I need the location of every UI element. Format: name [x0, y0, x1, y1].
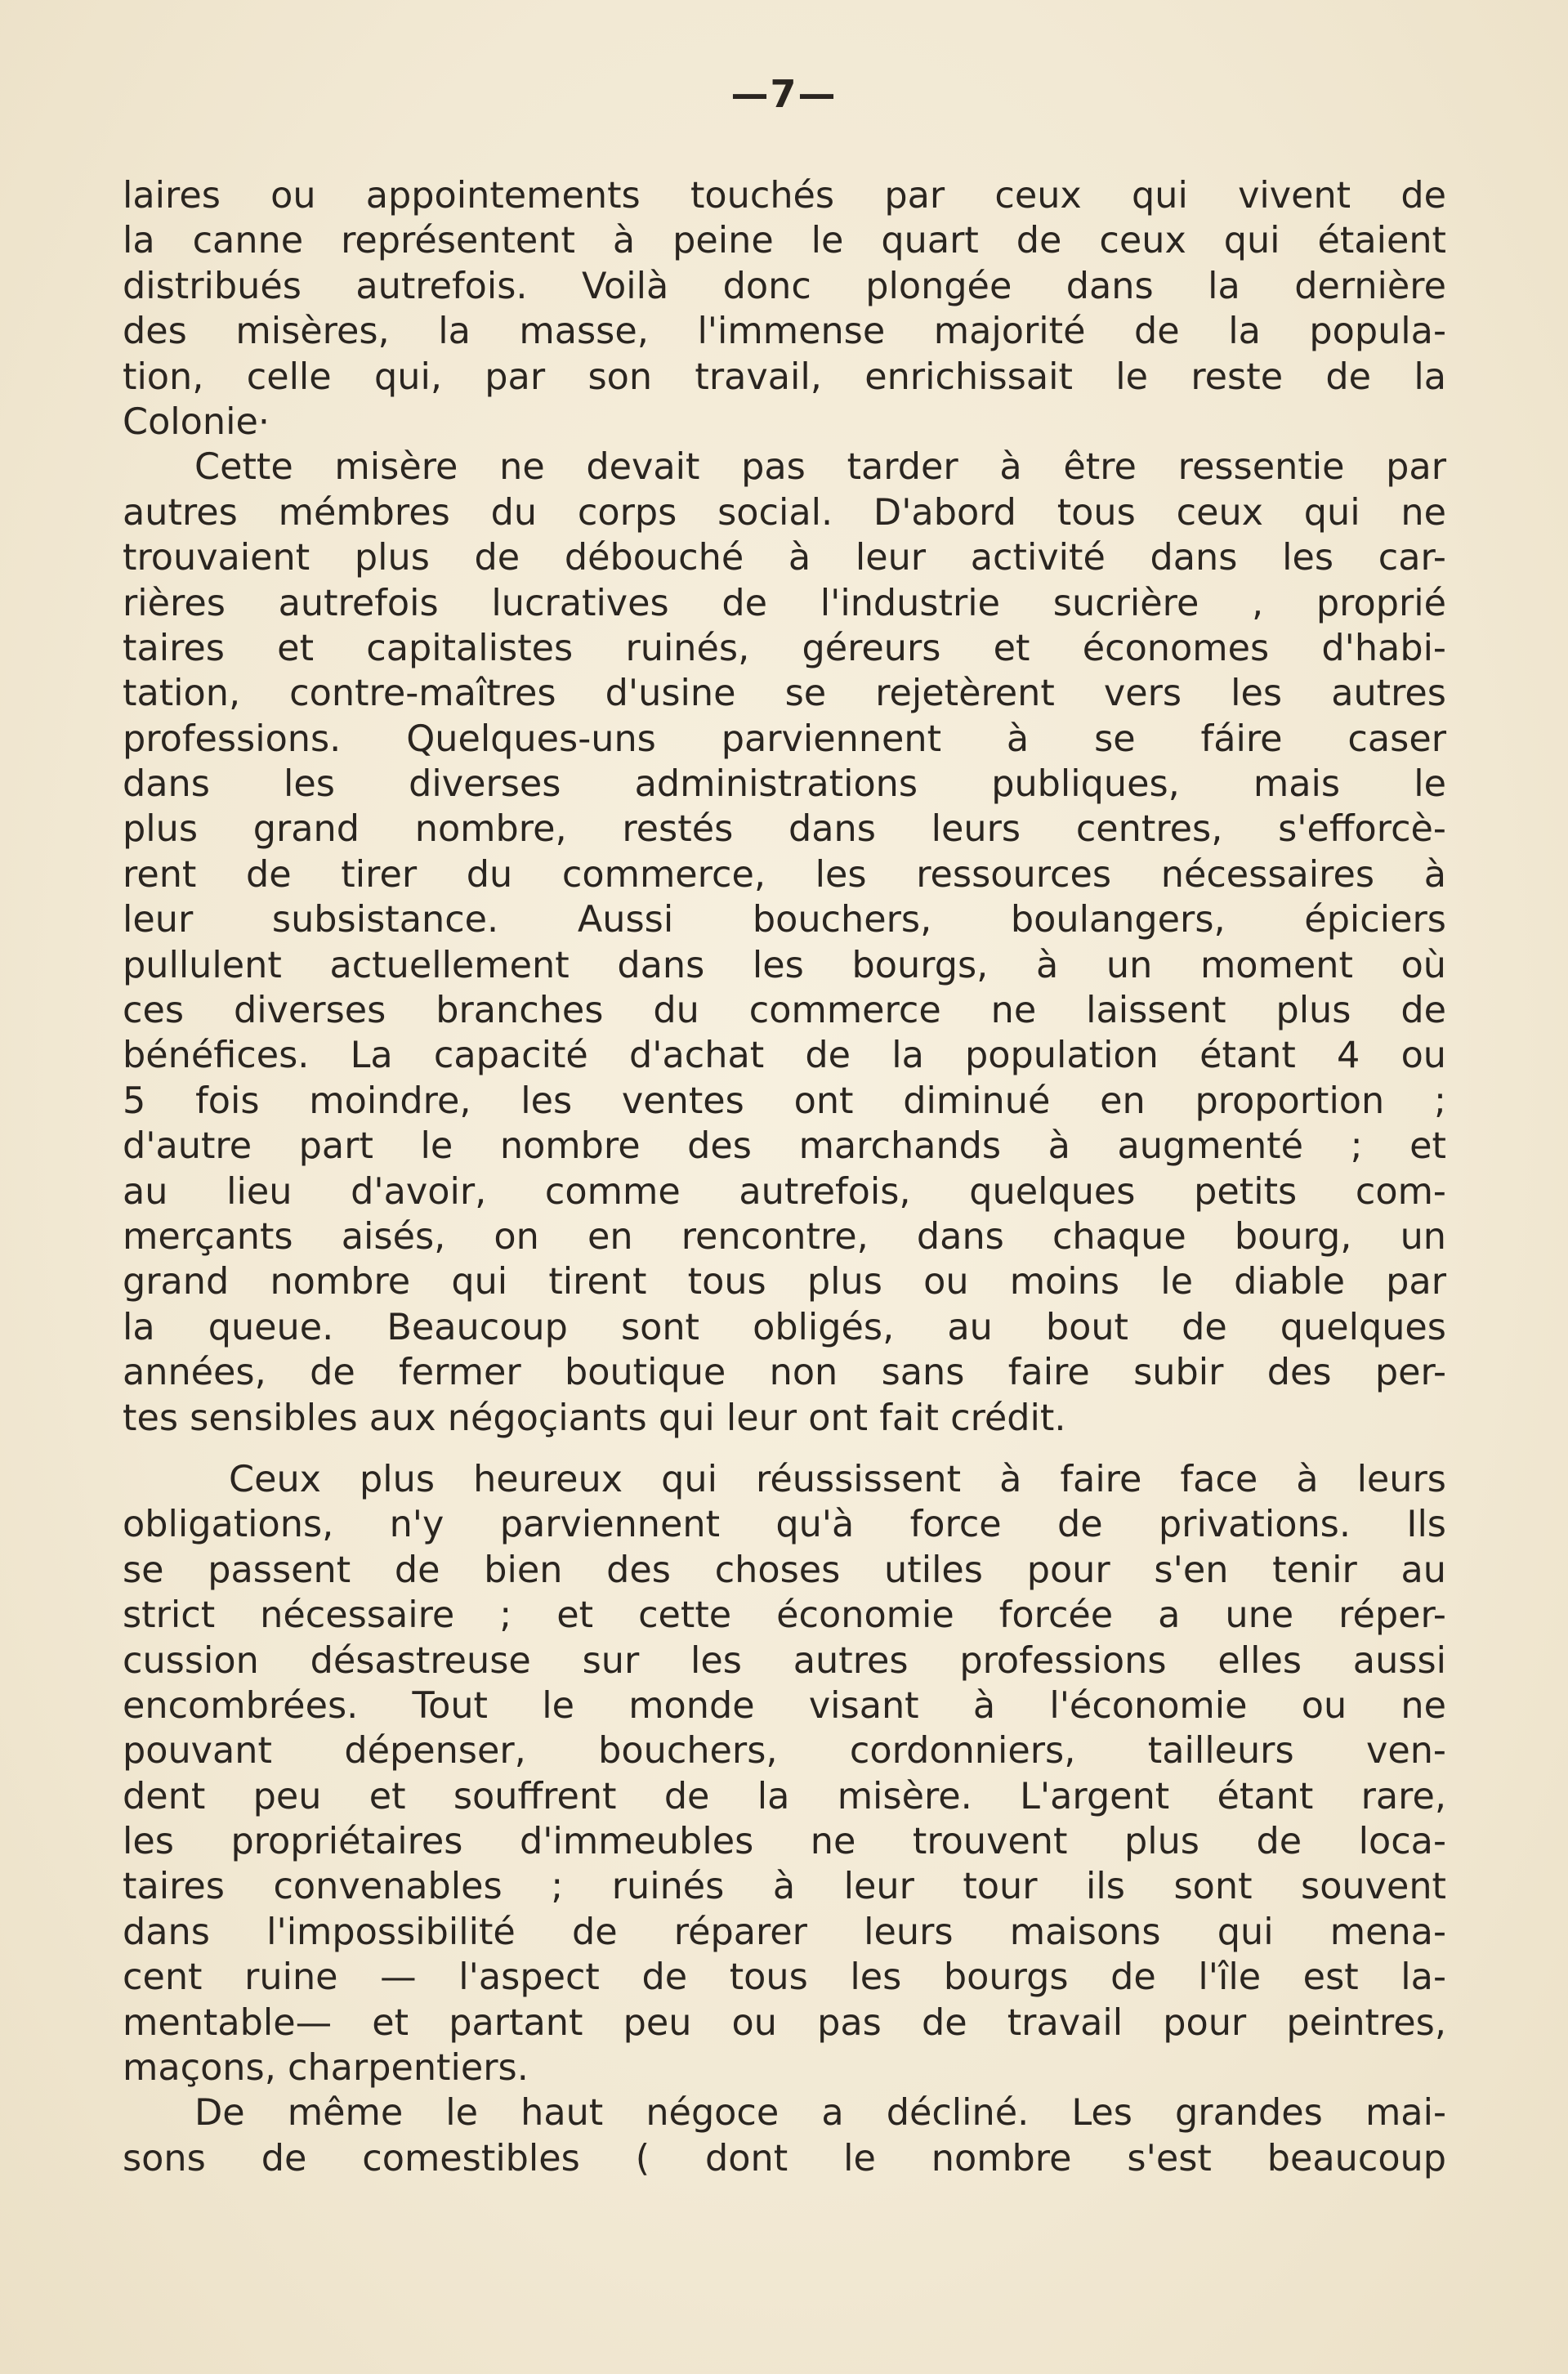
body-text [123, 173, 1446, 2181]
text-line: merçants aisés, on en rencontre, dans chaque bourg, un [123, 1215, 1446, 1258]
text-line: pullulent actuellement dans les bourgs, à un moment où [123, 944, 1446, 986]
paragraph [123, 1457, 1446, 2090]
text-line: cent ruine — l'aspect de tous les bourgs de l'île est la- [123, 1956, 1446, 1999]
text-line: d'autre part le nombre des marchands à augmenté ; et [123, 1125, 1446, 1168]
text-line: tation, contre-maîtres d'usine se rejetèrent vers les autres [123, 673, 1446, 715]
text-line: leur subsistance. Aussi bouchers, boulangers, épiciers [123, 899, 1446, 941]
text-line: se passent de bien des choses utiles pour s'en tenir au [123, 1549, 1446, 1591]
text-line: la canne représentent à peine le quart de ceux qui étaient [123, 220, 1446, 262]
text-line: 5 fois moindre, les ventes ont diminué en proportion ; [123, 1080, 1446, 1122]
text-line: la queue. Beaucoup sont obligés, au bout de quelques [123, 1306, 1446, 1348]
text-line: maçons, charpentiers. [123, 2047, 529, 2090]
text-line: pouvant dépenser, bouchers, cordonniers, tailleurs ven- [123, 1730, 1446, 1773]
text-line: professions. Quelques-uns parviennent à se fáire caser [123, 718, 1446, 760]
text-line: années, de fermer boutique non sans faire subir des per- [123, 1352, 1446, 1394]
text-line: Cette misère ne devait pas tarder à être ressentie par [194, 446, 1446, 489]
text-line: tes sensibles aux négoçiants qui leur ont fait crédit. [123, 1397, 1066, 1439]
text-line: cussion désastreuse sur les autres professions elles aussi [123, 1639, 1446, 1682]
text-line: sons de comestibles ( dont le nombre s'est beaucoup [123, 2137, 1446, 2180]
text-line: au lieu d'avoir, comme autrefois, quelques petits com- [123, 1170, 1446, 1213]
text-line: tion, celle qui, par son travail, enrichissait le reste de la [123, 355, 1446, 398]
text-line: Ceux plus heureux qui réussissent à faire face à leurs [229, 1458, 1446, 1500]
text-line: dent peu et souffrent de la misère. L'argent étant rare, [123, 1775, 1446, 1817]
paragraph [123, 2090, 1446, 2181]
text-line: distribués autrefois. Voilà donc plongée dans la dernière [123, 265, 1446, 307]
paragraph [123, 173, 1446, 445]
text-line: rières autrefois lucratives de l'industrie sucrière , proprié [123, 582, 1446, 624]
text-line: strict nécessaire ; et cette économie forcée a une réper- [123, 1594, 1446, 1637]
text-line: trouvaient plus de débouché à leur activité dans les car- [123, 537, 1446, 579]
text-line: dans l'impossibilité de réparer leurs maisons qui mena- [123, 1911, 1446, 1953]
text-line: dans les diverses administrations publiques, mais le [123, 763, 1446, 806]
text-line: rent de tirer du commerce, les ressources nécessaires à [123, 853, 1446, 896]
text-line: laires ou appointements touchés par ceux qui vivent de [123, 175, 1446, 217]
text-line: plus grand nombre, restés dans leurs centres, s'efforcè- [123, 808, 1446, 851]
paragraph [123, 445, 1446, 1441]
text-line: ces diverses branches du commerce ne laissent plus de [123, 990, 1446, 1032]
text-line: encombrées. Tout le monde visant à l'économie ou ne [123, 1684, 1446, 1727]
text-line: Colonie· [123, 400, 270, 443]
text-line: des misères, la masse, l'immense majorité de la popula- [123, 311, 1446, 353]
page-number: —7— [730, 72, 838, 116]
text-line: taires et capitalistes ruinés, géreurs et économes d'habi- [123, 627, 1446, 669]
text-line: bénéfices. La capacité d'achat de la population étant 4 ou [123, 1035, 1446, 1077]
text-line: les propriétaires d'immeubles ne trouvent plus de loca- [123, 1821, 1446, 1863]
text-line: autres mémbres du corps social. D'abord tous ceux qui ne [123, 491, 1446, 534]
text-line: taires convenables ; ruinés à leur tour ils sont souvent [123, 1866, 1446, 1908]
text-line: obligations, n'y parviennent qu'à force de privations. Ils [123, 1504, 1446, 1546]
paragraph-gap [123, 1441, 1446, 1457]
text-line: mentable— et partant peu ou pas de travail pour peintres, [123, 2001, 1446, 2044]
text-line: De même le haut négoce a décliné. Les grandes mai- [194, 2092, 1446, 2135]
text-line: grand nombre qui tirent tous plus ou moins le diable par [123, 1261, 1446, 1303]
